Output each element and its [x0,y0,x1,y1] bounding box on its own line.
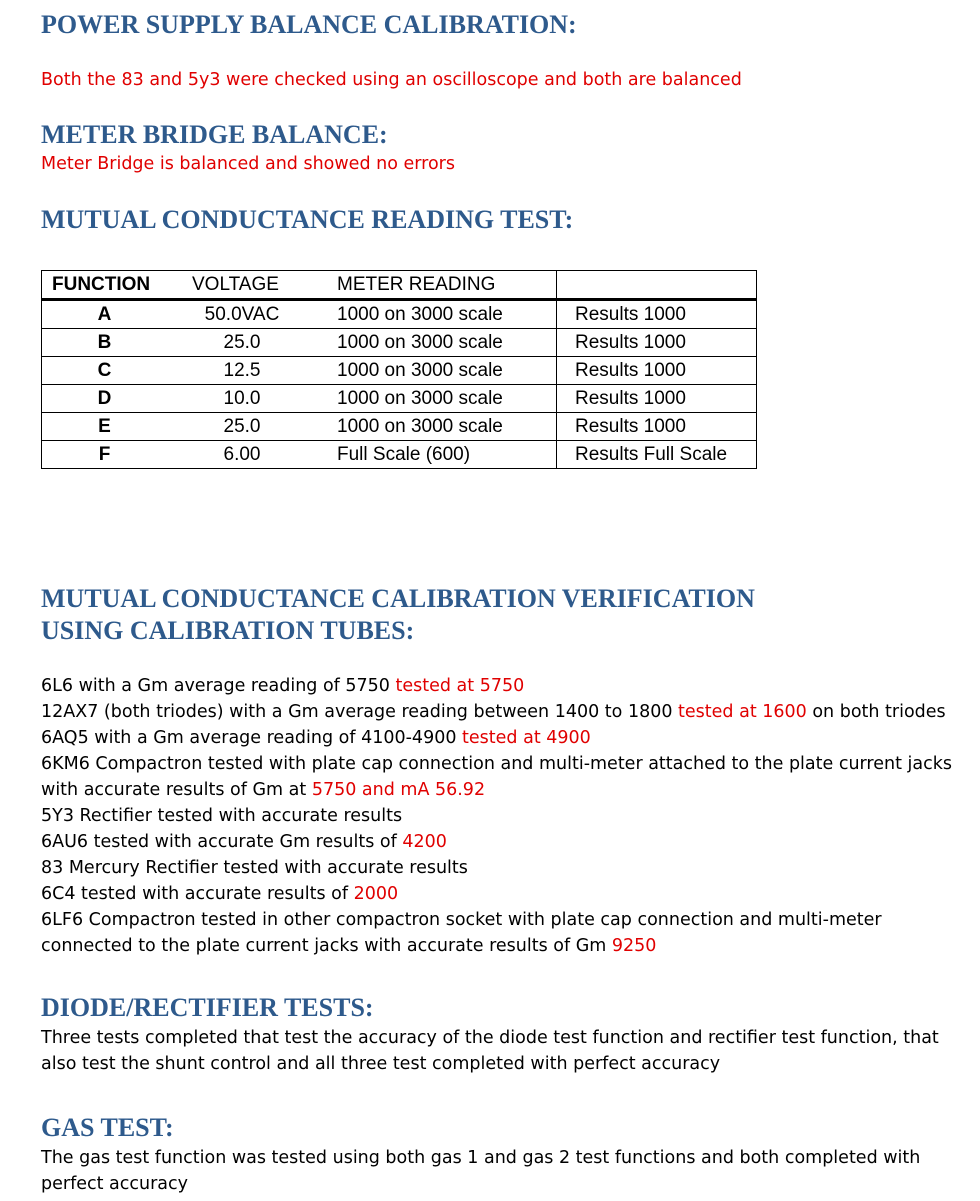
cell-meter-reading: 1000 on 3000 scale [317,385,557,413]
gas-text: The gas test function was tested using both gas 1 and gas 2 test functions and both completed with perfect accuracy [41,1148,921,1194]
table-row [42,413,757,441]
col-header-meter-reading: METER READING [317,271,557,300]
calibration-item-text: 6AU6 tested with accurate Gm results of [41,832,403,852]
calibration-item-text: 6L6 with a Gm average reading of 5750 [41,676,396,696]
calibration-item-result: 5750 and mA 56.92 [311,780,486,800]
cell-voltage: 25.0 [167,329,317,357]
table-row [42,357,757,385]
cell-function: F [42,441,168,469]
gas-heading: GAS TEST: [41,1113,174,1142]
cell-result: Results 1000 [557,413,757,441]
calibration-item [41,725,956,751]
calibration-item-result: tested at 4900 [462,728,591,748]
cell-function: A [42,300,168,329]
calibration-item [41,907,956,959]
calibration-item-text: 6C4 tested with accurate results of [41,884,354,904]
calibration-item-result: tested at 5750 [395,676,525,696]
cell-voltage: 50.0VAC [167,300,317,329]
calibration-item [41,881,956,907]
calibration-item [41,699,956,725]
calibration-item-text: 83 Mercury Rectifier tested with accurate results [41,858,468,878]
col-header-voltage: VOLTAGE [167,271,317,300]
calibration-item-text: 6LF6 Compactron tested in other compactron socket with plate cap connection and multi-meter connected to the plate current jacks with accurate results of Gm [41,910,882,956]
table-row [42,300,757,329]
cell-function: B [42,329,168,357]
calibration-item [41,829,956,855]
calibration-item-result: 9250 [611,936,657,956]
calibration-item-result: 4200 [402,832,447,852]
cell-voltage: 10.0 [167,385,317,413]
calibration-heading-line2: USING CALIBRATION TUBES: [41,616,415,645]
table-body [42,300,757,469]
col-header-result [557,271,757,300]
calibration-item-suffix: on both triodes [806,702,946,722]
mutual-reading-table [41,270,757,469]
cell-function: C [42,357,168,385]
calibration-item-text: 6AQ5 with a Gm average reading of 4100-4900 [41,728,463,748]
calibration-heading-line1: MUTUAL CONDUCTANCE CALIBRATION VERIFICATION [41,584,755,613]
cell-result: Results 1000 [557,357,757,385]
calibration-item-text: 12AX7 (both triodes) with a Gm average reading between 1400 to 1800 [41,702,679,722]
cell-voltage: 6.00 [167,441,317,469]
col-header-function: FUNCTION [42,271,168,300]
table-row [42,385,757,413]
table-row [42,441,757,469]
calibration-item [41,855,956,881]
cell-meter-reading: 1000 on 3000 scale [317,300,557,329]
calibration-list [41,673,956,959]
calibration-item [41,751,956,803]
diode-text: Three tests completed that test the accuracy of the diode test function and rectifier test function, that also test the shunt control and all three test completed with perfect accuracy [41,1028,939,1074]
cell-function: D [42,385,168,413]
power-supply-heading: POWER SUPPLY BALANCE CALIBRATION: [41,10,577,39]
cell-meter-reading: 1000 on 3000 scale [317,329,557,357]
calibration-item-text: 5Y3 Rectifier tested with accurate results [41,806,403,826]
cell-result: Results 1000 [557,329,757,357]
power-supply-text: Both the 83 and 5y3 were checked using an oscilloscope and both are balanced [41,70,742,90]
cell-result: Results 1000 [557,385,757,413]
cell-meter-reading: 1000 on 3000 scale [317,413,557,441]
calibration-item-result: 2000 [353,884,399,904]
mutual-reading-heading: MUTUAL CONDUCTANCE READING TEST: [41,205,574,234]
table-header-row [42,271,757,300]
cell-function: E [42,413,168,441]
diode-heading: DIODE/RECTIFIER TESTS: [41,993,374,1022]
cell-result: Results 1000 [557,300,757,329]
calibration-item-result: tested at 1600 [678,702,807,722]
calibration-item [41,673,956,699]
cell-voltage: 25.0 [167,413,317,441]
cell-result: Results Full Scale [557,441,757,469]
table-row [42,329,757,357]
cell-meter-reading: 1000 on 3000 scale [317,357,557,385]
calibration-item-text: 6KM6 Compactron tested with plate cap connection and multi-meter attached to the plate current jacks with accurate results of Gm at [41,754,952,800]
meter-bridge-text: Meter Bridge is balanced and showed no errors [41,154,455,174]
meter-bridge-heading: METER BRIDGE BALANCE: [41,120,388,149]
cell-voltage: 12.5 [167,357,317,385]
calibration-item [41,803,956,829]
cell-meter-reading: Full Scale (600) [317,441,557,469]
